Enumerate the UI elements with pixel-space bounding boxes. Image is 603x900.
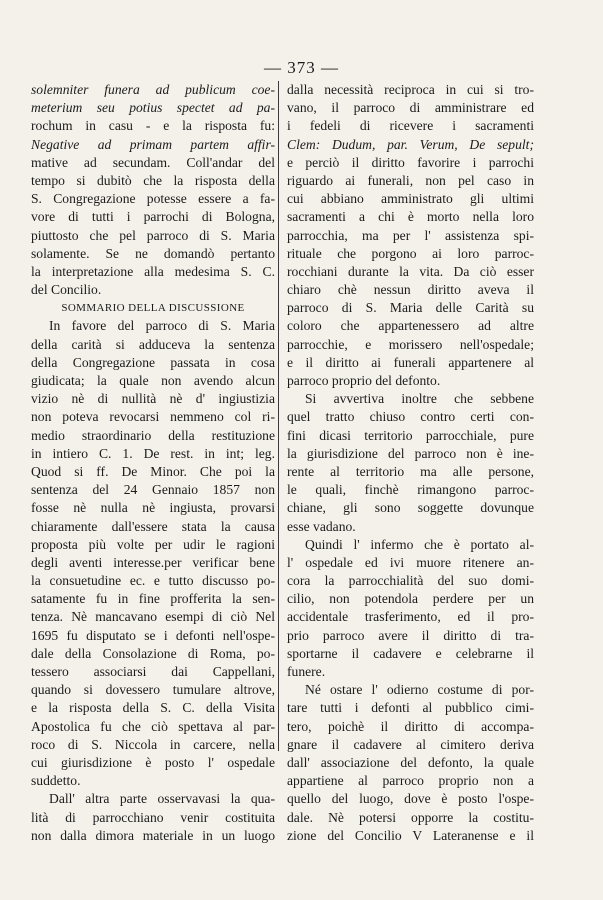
text-line: e la risposta della S. C. della Visita xyxy=(31,700,275,716)
text-line: Apostolica fu che ciò spettava al par- xyxy=(31,718,275,734)
text-line: dale della Consolazione di Roma, po- xyxy=(31,645,275,661)
text-line: meterium seu potius spectet ad pa- xyxy=(31,100,275,116)
text-line: solamente. Se ne domandò pertanto xyxy=(31,245,275,261)
text-line: non dalla dimora materiale in un luogo xyxy=(31,827,275,843)
text-line: tempo si dubitò che la risposta della xyxy=(31,172,275,188)
text-line: satamente fu in fine profferita la sen- xyxy=(31,591,275,607)
text-line: giudicata; la quale non avendo alcun xyxy=(31,373,275,388)
text-line: appartiene al parroco proprio non a xyxy=(287,773,534,789)
text-line: Dall' altra parte osservavasi la qua- xyxy=(49,791,275,807)
text-line: Negative ad primam partem affir- xyxy=(31,136,275,152)
text-line: parroco di S. Maria delle Carità su xyxy=(287,300,534,316)
text-line: cui abbiano amministrato gli ultimi xyxy=(287,191,534,207)
text-line: tare tutti i defonti al pubblico cimi- xyxy=(287,700,534,716)
text-line: in intiero C. 1. De rest. in int; leg. xyxy=(31,445,275,461)
text-line: cora la parrocchialità del suo domi- xyxy=(287,573,534,589)
text-line: vano, il parroco di amministrare ed xyxy=(287,100,534,116)
text-line: la giurisdizione del parroco non è ine- xyxy=(287,445,534,461)
text-line: Quod si ff. De Minor. Che poi la xyxy=(31,463,275,479)
text-line: piuttosto che pel parroco di S. Maria xyxy=(31,227,275,243)
text-line: fini dicasi territorio parrocchiale, pure xyxy=(287,427,534,443)
column-divider xyxy=(278,81,279,751)
text-line: dalla necessità reciproca in cui si tro- xyxy=(287,82,534,97)
text-line: Quindi l' infermo che è portato al- xyxy=(305,536,534,552)
page-number-header: — 373 — xyxy=(264,58,339,77)
text-line: la interpretazione alla medesima S. C. xyxy=(31,263,275,279)
text-line: Né ostare l' odierno costume di por- xyxy=(305,682,534,698)
text-line: mative ad secundam. Coll'andar del xyxy=(31,154,275,170)
text-line: solemniter funera ad publicum coe- xyxy=(31,82,275,97)
text-line: cui giurisdizione è posto l' ospedale xyxy=(31,754,275,770)
text-line: rituale che porgono ai loro parroc- xyxy=(287,245,534,261)
text-line: vizio nè di nullità nè d' ingiustizia xyxy=(31,391,275,407)
text-line: le quali, finchè rimangono parroc- xyxy=(287,482,534,498)
text-line: rente al territorio ma alle persone, xyxy=(287,463,534,479)
text-line: parrocchia, ma per l' assistenza spi- xyxy=(287,227,534,243)
text-line: esse vadano. xyxy=(287,518,356,534)
text-line: funere. xyxy=(287,664,326,679)
text-line: chiaro chè nessun diritto aveva il xyxy=(287,282,534,298)
text-line: chiane, gli sono soggette dovunque xyxy=(287,500,534,516)
text-line: dale. Nè potersi opporre la costitu- xyxy=(287,809,534,825)
text-line: roco di S. Niccola in carcere, nella xyxy=(31,736,275,752)
text-line: Si avvertiva inoltre che sebbene xyxy=(305,391,534,407)
text-line: del Concilio. xyxy=(31,282,102,298)
text-line: Clem: Dudum, par. Verum, De sepult; xyxy=(287,136,534,152)
text-line: proposta più volte per udir le ragioni xyxy=(31,536,275,552)
text-line: zione del Concilio V Lateranense e il xyxy=(287,827,534,843)
text-line: rocchiani durante la vita. Da ciò esser xyxy=(287,263,534,279)
text-line: la consuetudine ec. e tutto discusso po- xyxy=(31,573,275,589)
text-line: fosse nè nulla nè ingiusta, provarsi xyxy=(31,500,275,516)
text-line: parroco proprio del defonto. xyxy=(287,373,441,388)
text-line: cilio, non potendola perdere per un xyxy=(287,591,534,607)
text-line: sacramenti a chi è morto nella loro xyxy=(287,209,534,225)
text-line: quando si dovessero tumulare altrove, xyxy=(31,682,275,698)
text-line: S. Congregazione potesse essere a fa- xyxy=(31,191,275,207)
left-column xyxy=(31,81,275,845)
text-line: sportarne il cadavere e celebrarne il xyxy=(287,645,534,661)
text-line: della carità si adduceva la sentenza xyxy=(31,336,275,352)
right-column xyxy=(287,81,534,845)
text-line: tessero associarsi dai Cappellani, xyxy=(31,664,275,679)
text-line: della Congregazione passata in cosa xyxy=(31,354,275,370)
text-line: quello del luogo, dove è posto l'ospe- xyxy=(287,791,534,807)
text-line: degli aventi interesse.per verificar bene xyxy=(31,554,275,570)
text-line: accidentale trasferimento, ed il pro- xyxy=(287,609,534,625)
text-line: In favore del parroco di S. Maria xyxy=(49,318,275,334)
text-line: dall' associazione del defonto, la quale xyxy=(287,754,534,770)
text-line: medio straordinario della restituzione xyxy=(31,427,275,443)
text-line: 1695 fu disputato se i defonti nell'ospe- xyxy=(31,627,275,643)
text-line: chiaramente dall'essere stata la causa xyxy=(31,518,275,534)
text-line: coloro che appartenessero ad altre xyxy=(287,318,534,334)
text-line: rochum in casu - e la risposta fu: xyxy=(31,118,275,134)
text-line: vore di tutti i parrochi di Bologna, xyxy=(31,209,275,225)
text-line: parrocchie, e morissero nell'ospedale; xyxy=(287,336,534,352)
text-line: quel tratto chiuso contro certi con- xyxy=(287,409,534,425)
text-line: e perciò il diritto favorire i parrochi xyxy=(287,154,534,170)
text-line: e il diritto ai funerali appartenere al xyxy=(287,354,534,370)
text-line: riguardo ai funerali, non pel caso in xyxy=(287,172,534,188)
text-line: suddetto. xyxy=(31,773,81,789)
text-line: i fedeli di ricevere i sacramenti xyxy=(287,118,534,134)
section-heading: SOMMARIO DELLA DISCUSSIONE xyxy=(61,302,245,315)
text-line: gnare il cadavere al cimitero deriva xyxy=(287,736,534,752)
text-line: non poteva revocarsi nemmeno col ri- xyxy=(31,409,275,425)
text-line: tero, poichè il diritto di accompa- xyxy=(287,718,534,734)
text-line: tenza. Nè mancavano esempi di ciò Nel xyxy=(31,609,275,625)
text-line: prio parroco avere il diritto di tra- xyxy=(287,627,534,643)
text-line: lità di parrocchiano venir costituita xyxy=(31,809,275,825)
text-line: sentenza del 24 Gennaio 1857 non xyxy=(31,482,275,498)
text-line: l' ospedale ed ivi muore ritenere an- xyxy=(287,554,534,570)
